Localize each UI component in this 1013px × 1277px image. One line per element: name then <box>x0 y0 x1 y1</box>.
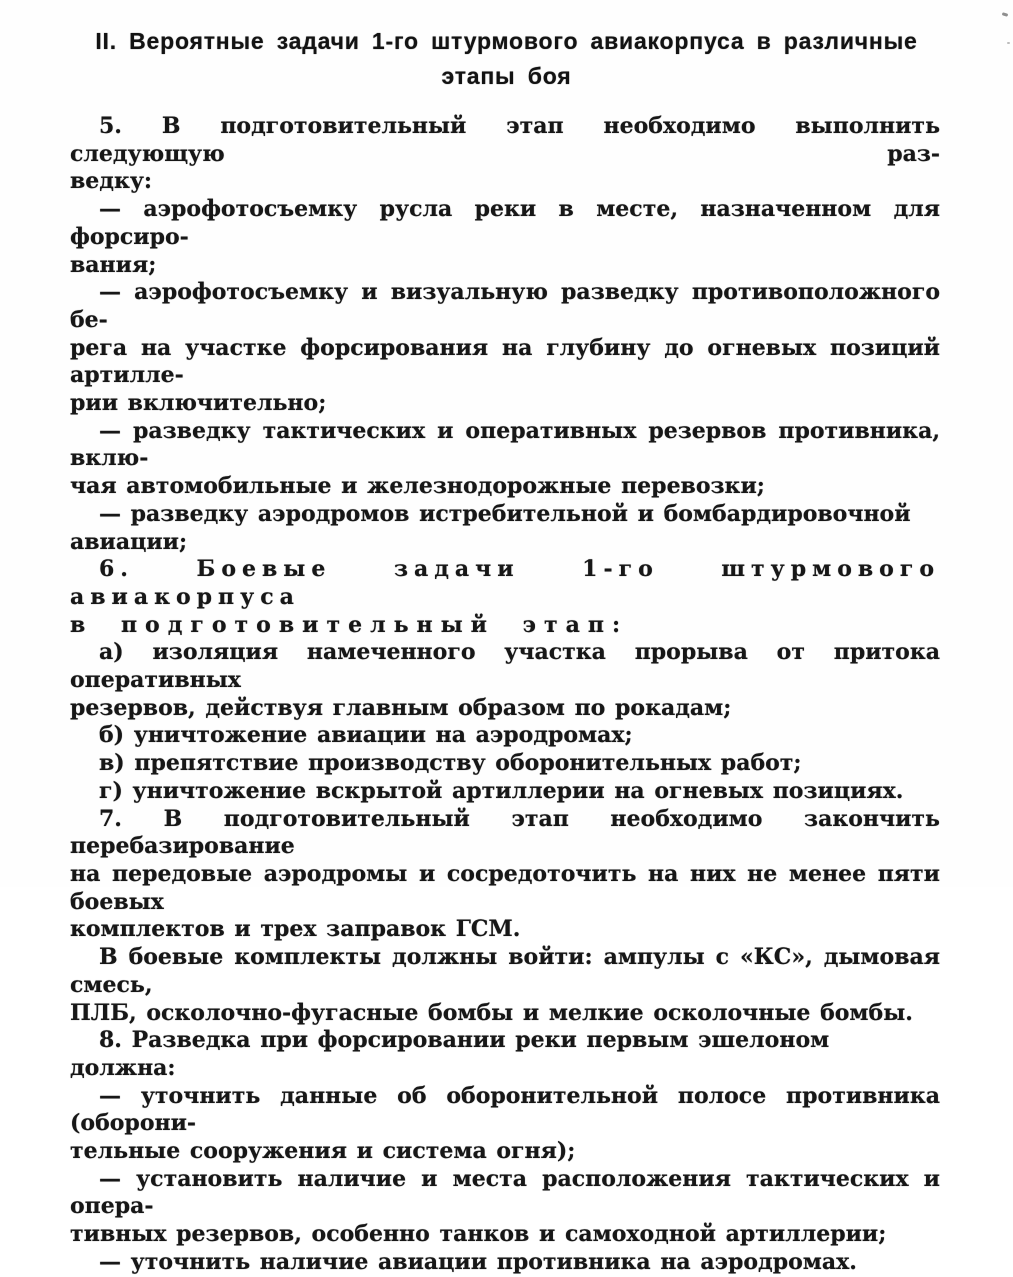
text-line: вания; <box>70 251 157 278</box>
text-line: рега на участке форсирования на глубину до огневых позиций артилле- <box>70 334 940 389</box>
section-heading-line1: II. Вероятные задачи 1-го штурмового авиакорпуса в различные <box>95 28 918 54</box>
text-line: 7. В подготовительный этап необходимо закончить перебазирование <box>70 805 940 860</box>
scan-speck <box>1002 12 1009 17</box>
text-line: на передовые аэродромы и сосредоточить на них не менее пяти боевых <box>70 860 940 915</box>
text-line: рии включительно; <box>70 390 327 417</box>
scan-speck <box>1007 42 1010 44</box>
text-line: г) уничтожение вскрытой артиллерии на огневых позициях. <box>99 777 904 804</box>
text-line: — разведку аэродромов истребительной и бомбардировочной авиации; <box>70 500 911 555</box>
text-line: — установить наличие и места расположения тактических и опера- <box>70 1165 940 1220</box>
text-line: в) препятствие производству оборонительных работ; <box>99 750 802 777</box>
text-line: — аэрофотосъемку и визуальную разведку противоположного бе- <box>70 279 940 333</box>
text-line-spaced: 6. Боевые задачи 1-го штурмового авиакорпуса <box>70 556 940 610</box>
text-line: комплектов и трех заправок ГСМ. <box>70 916 521 943</box>
text-line: — разведку тактических и оперативных резервов противника, вклю- <box>70 417 940 472</box>
text-line: чая автомобильные и железнодорожные перевозки; <box>70 473 765 500</box>
text-line: а) изоляция намеченного участка прорыва от притока оперативных <box>70 639 940 694</box>
text-line: ПЛБ, осколочно-фугасные бомбы и мелкие осколочные бомбы. <box>70 999 913 1026</box>
text-line: резервов, действуя главным образом по рокадам; <box>70 694 732 721</box>
section-heading-line2: этапы боя <box>441 63 572 89</box>
text-line: — уточнить наличие авиации противника на аэродромах. <box>99 1248 857 1275</box>
section-heading <box>0 24 1013 94</box>
text-line: — уточнить данные об оборонительной полосе противника (оборони- <box>70 1082 940 1137</box>
text-line-spaced: в подготовительный этап: <box>70 611 629 638</box>
text-line: 8. Разведка при форсировании реки первым эшелоном должна: <box>70 1027 830 1081</box>
document-body <box>70 113 940 1277</box>
text-line: ведку: <box>70 168 153 195</box>
text-line: — аэрофотосъемку русла реки в месте, назначенном для форсиро- <box>70 196 940 250</box>
text-line: тивных резервов, особенно танков и самоходной артиллерии; <box>70 1221 887 1248</box>
text-line: тельные сооружения и система огня); <box>70 1138 576 1165</box>
text-line: 5. В подготовительный этап необходимо выполнить следующую раз- <box>70 113 940 167</box>
text-line: В боевые комплекты должны войти: ампулы с «КС», дымовая смесь, <box>70 944 940 998</box>
text-line: б) уничтожение авиации на аэродромах; <box>99 722 633 749</box>
